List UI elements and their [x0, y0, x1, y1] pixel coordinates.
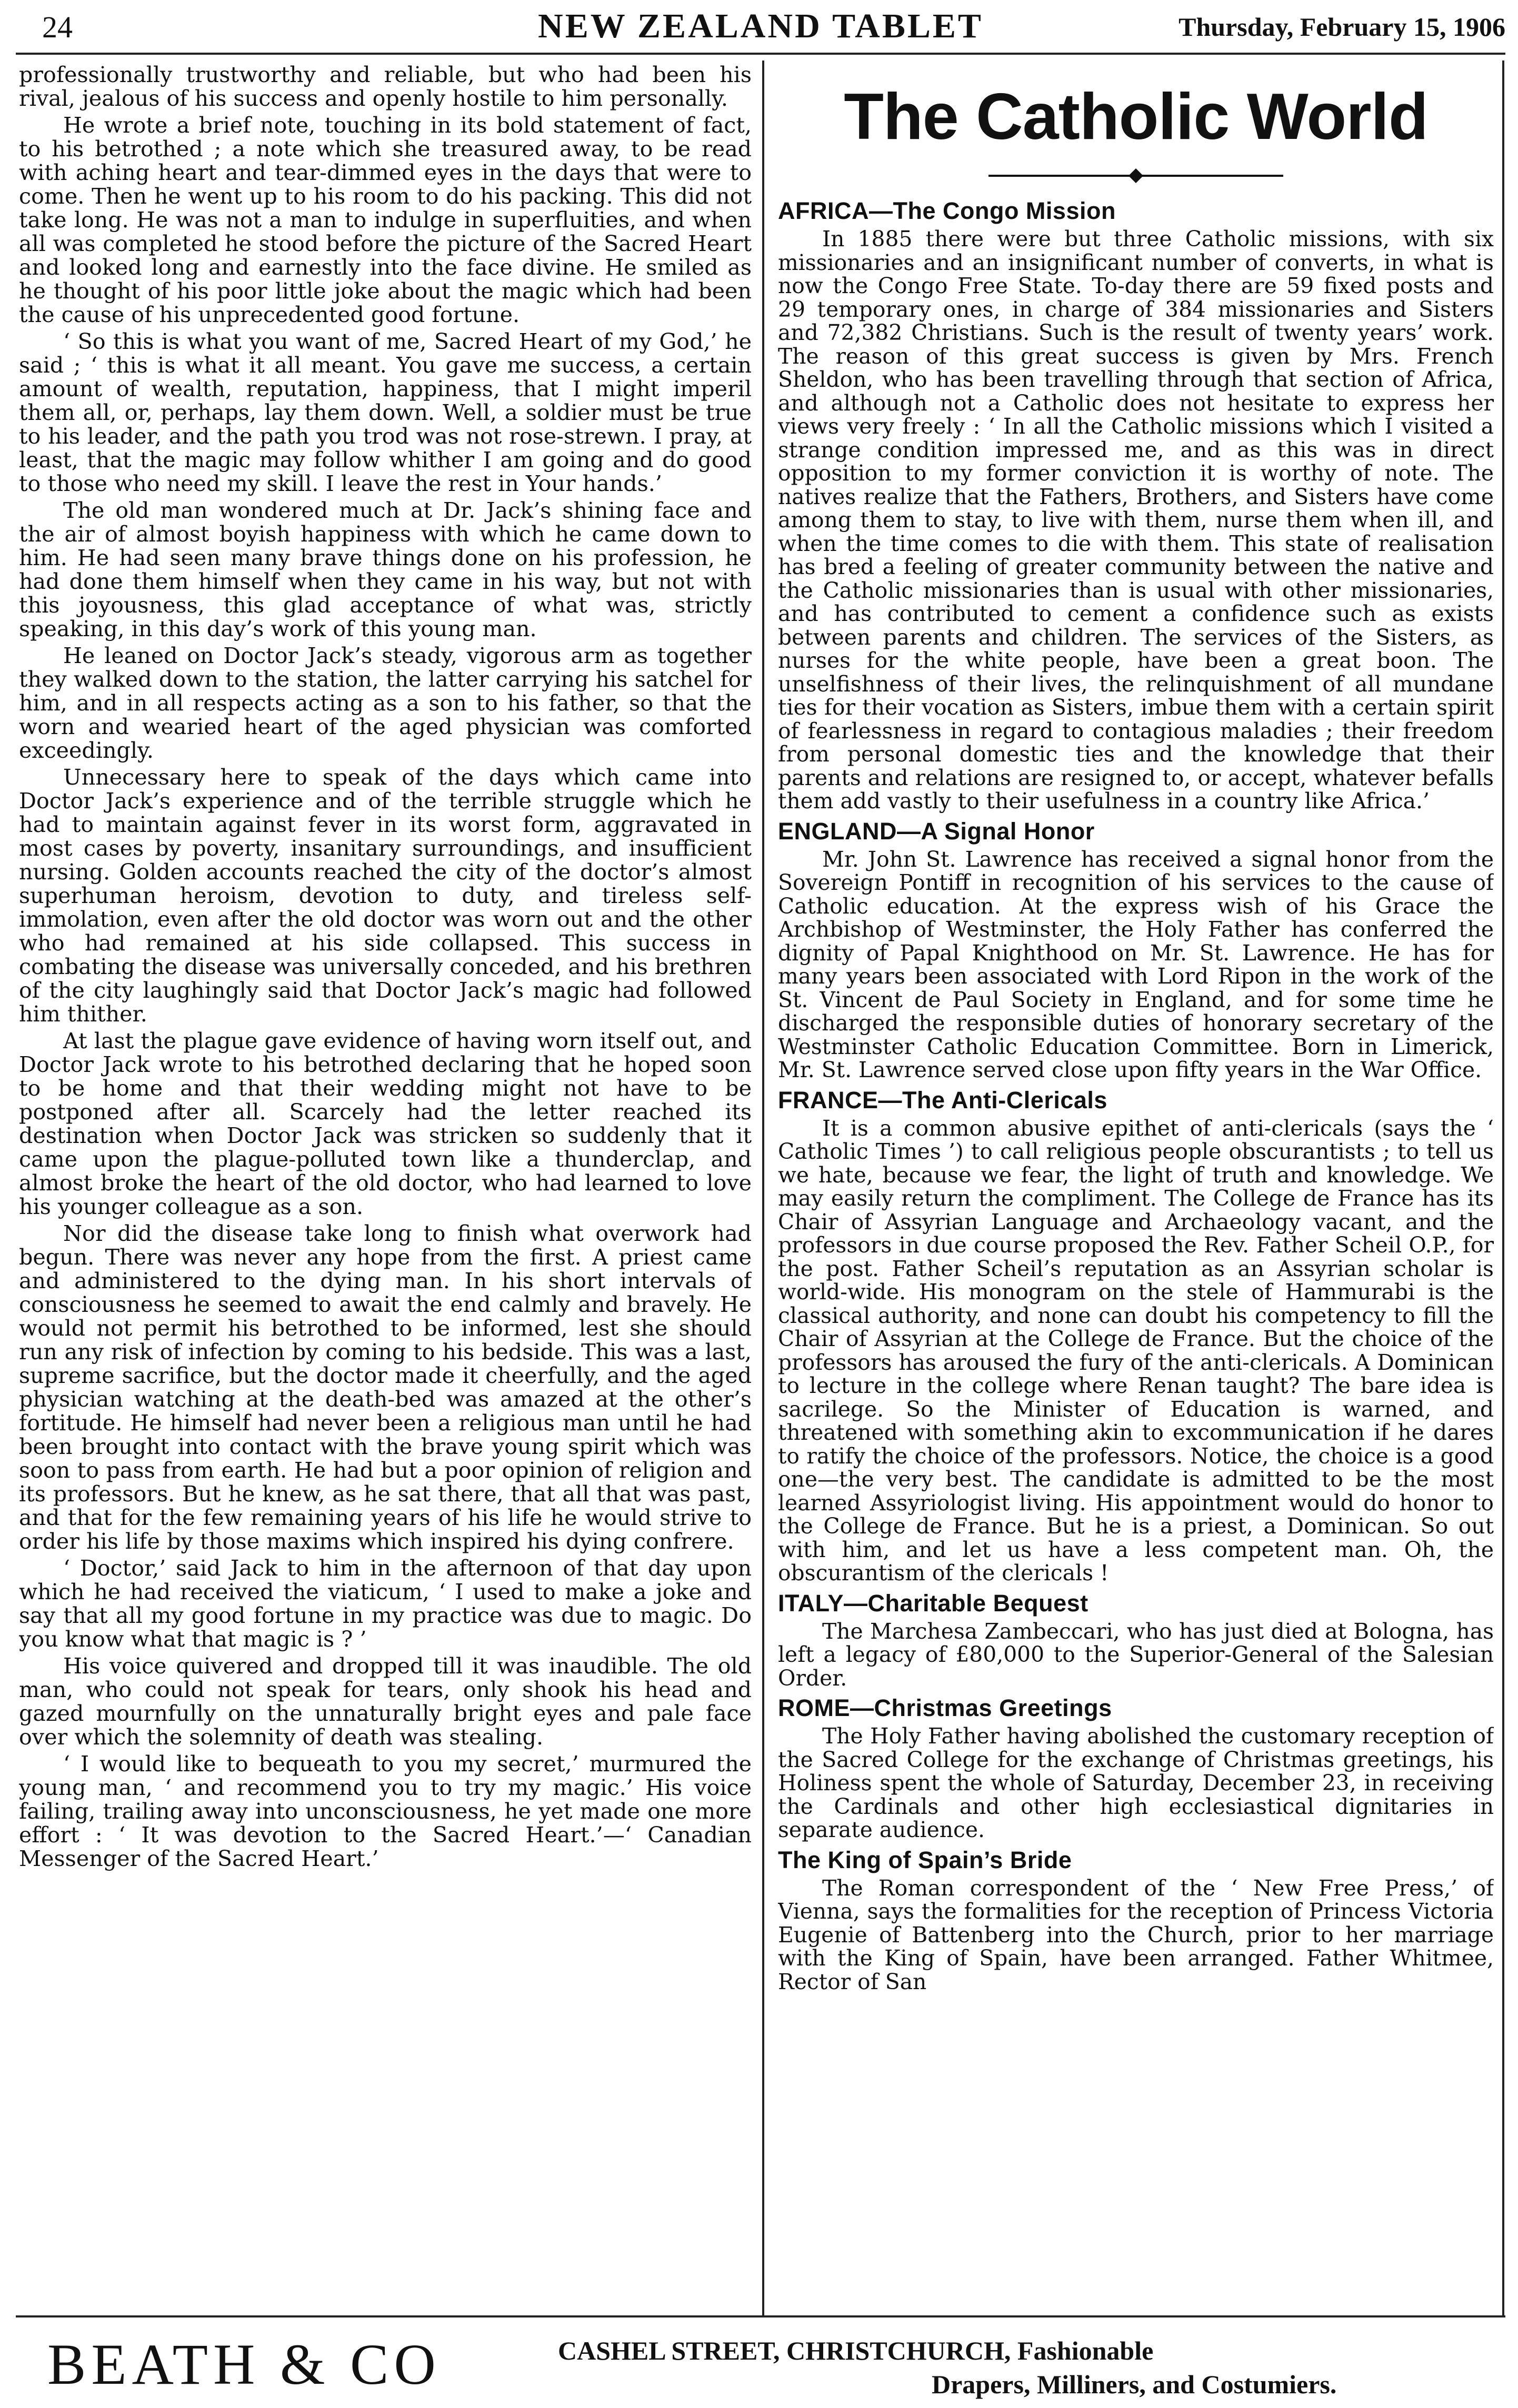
- news-body: The Marchesa Zambeccari, who has just died at Bologna, has left a legacy of £80,000 to the Superior-General of the Salesian Order.: [778, 1618, 1494, 1691]
- story-paragraph: ‘ I would like to bequeath to you my secret,’ murmured the young man, ‘ and recommend you to try my magic.’ His voice failing, trailing away into unconsciousness, he yet made one more effort : ‘ It was devotion to the Sacred Heart.’—‘ Canadian Messenger of the Sacred Heart.’: [19, 1751, 752, 1871]
- story-paragraph: professionally trustworthy and reliable, but who had been his rival, jealous of his success and openly hostile to him personally.: [19, 63, 752, 111]
- page-number: 24: [42, 10, 73, 44]
- issue-date: Thursday, February 15, 1906: [1179, 12, 1505, 42]
- story-paragraph: His voice quivered and dropped till it was inaudible. The old man, who could not speak for tears, only shook his head and gazed mournfully on the unnaturally bright eyes and pale face over which the solemnity of death was stealing.: [19, 1653, 752, 1750]
- story-paragraph: Unnecessary here to speak of the days which came into Doctor Jack’s experience and of the terrible struggle which he had to maintain against fever in its worst form, aggravated in most cases by poverty, insanitary surroundings, and insufficient nursing. Golden accounts reached the city of the doctor’s almost superhuman heroism, devotion to duty, and tireless self-immolation, even after the old doctor was worn out and the other who had remained at his side collapsed. This success in combating the disease was universally conceded, and his brethren of the city laughingly said that Doctor Jack’s magic had followed him thither.: [19, 765, 752, 1027]
- header-rule: [16, 53, 1505, 55]
- masthead: NEW ZEALAND TABLET: [538, 7, 983, 45]
- advertiser-trade: Drapers, Milliners, and Costumiers.: [932, 2370, 1337, 2399]
- story-paragraph: At last the plague gave evidence of having worn itself out, and Doctor Jack wrote to his betrothed declaring that he hoped soon to be home and that their wedding might not have to be postponed after all. Scarcely had the letter reached its destination when Doctor Jack was stricken so suddenly that it came upon the plague-polluted town like a thunderclap, and almost broke the heart of the old doctor, who had learned to love his younger colleague as a son.: [19, 1028, 752, 1219]
- news-body: The Roman correspondent of the ‘ New Free Press,’ of Vienna, says the formalities for the reception of Princess Victoria Eugenie of Battenberg into the Church, prior to her marriage with the King of Spain, have been arranged. Father Whitmee, Rector of San: [778, 1875, 1494, 1994]
- left-column-story: [19, 63, 752, 2307]
- news-heading: The King of Spain’s Bride: [778, 1846, 1072, 1873]
- news-heading: FRANCE—The Anti-Clericals: [778, 1086, 1107, 1113]
- news-body: Mr. John St. Lawrence has received a signal honor from the Sovereign Pontiff in recognition of his services to the cause of Catholic education. At the express wish of his Grace the Archbishop of Westminster, the Holy Father has conferred the dignity of Papal Knighthood on Mr. St. Lawrence. He has for many years been associated with Lord Ripon in the work of the St. Vincent de Paul Society in England, and for some time he discharged the responsible duties of honorary secretary of the Westminster Catholic Education Committee. Born in Limerick, Mr. St. Lawrence served close upon fifty years in the War Office.: [778, 846, 1494, 1082]
- story-paragraph: ‘ So this is what you want of me, Sacred Heart of my God,’ he said ; ‘ this is what it all meant. You gave me success, a certain amount of wealth, reputation, happiness, that I might imperil them all, or, perhaps, lay them down. Well, a soldier must be true to his leader, and the path you trod was not rose-strewn. I pray, at least, that the magic may follow whither I am going and do good to those who need my skill. I leave the rest in Your hands.’: [19, 329, 752, 496]
- right-column-news: [778, 63, 1494, 2307]
- story-paragraph: He wrote a brief note, touching in its bold statement of fact, to his betrothed ; a note which she treasured away, to be read with aching heart and tear-dimmed eyes in the days that were to come. Then he went up to his room to do his packing. This did not take long. He was not a man to indulge in superfluities, and when all was completed he stood before the picture of the Sacred Heart and looked long and earnestly into the face divine. He smiled as he thought of his poor little joke about the magic which had been the cause of his unprecedented good fortune.: [19, 113, 752, 327]
- advertiser-name: BEATH & CO: [47, 2332, 441, 2396]
- story-paragraph: The old man wondered much at Dr. Jack’s shining face and the air of almost boyish happiness with which he came down to him. He had seen many brave things done on his profession, he had done them himself when they came in his way, but not with this joyousness, this glad acceptance of what was, strictly speaking, in this day’s work of this young man.: [19, 498, 752, 641]
- story-paragraph: He leaned on Doctor Jack’s steady, vigorous arm as together they walked down to the station, the latter carrying his satchel for him, and in all respects acting as a son to his father, so that the worn and wearied heart of the aged physician was comforted exceedingly.: [19, 643, 752, 763]
- news-heading: ENGLAND—A Signal Honor: [778, 817, 1095, 845]
- news-body: The Holy Father having abolished the customary reception of the Sacred College for the exchange of Christmas greetings, his Holiness spent the whole of Saturday, December 23, in receiving the Cardinals and other high ecclesiastical dignitaries in separate audience.: [778, 1723, 1494, 1842]
- news-body: It is a common abusive epithet of anti-clericals (says the ‘ Catholic Times ’) to call religious people obscurantists ; to tell us we hate, because we fear, the light of truth and knowledge. We may easily return the compliment. The College de France has its Chair of Assyrian Language and Archaeology vacant, and the professors in due course proposed the Rev. Father Scheil O.P., for the post. Father Scheil’s reputation as an Assyrian scholar is world-wide. His monogram on the stele of Hammurabi is the classical authority, and none can doubt his competency to fill the Chair of Assyrian at the College de France. But the choice of the professors has aroused the fury of the anti-clericals. A Dominican to lecture in the college where Renan taught? The bare idea is sacrilege. So the Minister of Education is warned, and threatened with something akin to excommunication if he dares to ratify the choice of the professors. Notice, the choice is a good one—the very best. The candidate is admitted to be the most learned Assyriologist living. His appointment would do honor to the College de France. But he is a priest, a Dominican. So out with him, and let us have a less competent man. Oh, the obscurantism of the clericals !: [778, 1115, 1494, 1586]
- news-body: In 1885 there were but three Catholic missions, with six missionaries and an insignificant number of converts, in what is now the Congo Free State. To-day there are 59 fixed posts and 29 temporary ones, in charge of 384 missionaries and Sisters and 72,382 Christians. Such is the result of twenty years’ work. The reason of this great success is given by Mrs. French Sheldon, who has been travelling through that section of Africa, and although not a Catholic does not hesitate to express her views very freely : ‘ In all the Catholic missions which I visited a strange condition impressed me, and as this was in direct opposition to my former conviction it is worthy of note. The natives realize that the Fathers, Brothers, and Sisters have come among them to stay, to live with them, nurse them when ill, and when the time comes to die with them. This state of realisation has bred a feeling of greater community between the native and the Catholic missionaries than is usual with other missionaries, and has contributed to cement a confidence such as exists between parents and children. The services of the Sisters, as nurses for the white people, have been a great boon. The unselfishness of their lives, the relinquishment of all mundane ties for their vocation as Sisters, imbue them with a certain spirit of fearlessness in regard to contagious maladies ; their freedom from personal domestic ties and the knowledge that their parents and relations are resigned to, or accept, whatever befalls them add vastly to their usefulness in a country like Africa.’: [778, 226, 1494, 814]
- footer-rule: [16, 2315, 1505, 2317]
- news-heading: ROME—Christmas Greetings: [778, 1694, 1112, 1721]
- footer-advertisement: [16, 2321, 1505, 2405]
- news-heading: ITALY—Charitable Bequest: [778, 1589, 1088, 1617]
- story-paragraph: ‘ Doctor,’ said Jack to him in the afternoon of that day upon which he had received the viaticum, ‘ I used to make a joke and say that all my good fortune in my practice was due to magic. Do you know what that magic is ? ’: [19, 1556, 752, 1652]
- column-divider: [762, 61, 764, 2315]
- page-header: [16, 5, 1505, 58]
- section-title: The Catholic World: [844, 81, 1428, 153]
- advertiser-address: CASHEL STREET, CHRISTCHURCH, Fashionable: [558, 2336, 1154, 2365]
- news-heading: AFRICA—The Congo Mission: [778, 197, 1116, 224]
- title-ornament: [988, 165, 1283, 186]
- right-border-rule: [1502, 61, 1504, 2315]
- story-paragraph: Nor did the disease take long to finish what overwork had begun. There was never any hope from the first. A priest came and administered to the dying man. In his short intervals of consciousness he seemed to await the end calmly and bravely. He would not permit his betrothed to be informed, lest she should run any risk of infection by coming to his bedside. This was a last, supreme sacrifice, but the doctor made it cheerfully, and the aged physician watching at the death-bed was amazed at the other’s fortitude. He himself had never been a religious man until he had been brought into contact with the brave young spirit which was soon to pass from earth. He had but a poor opinion of religion and its professors. But he knew, as he sat there, that all that was past, and that for the few remaining years of his life he would strive to order his life by those maxims which inspired his dying confrere.: [19, 1221, 752, 1554]
